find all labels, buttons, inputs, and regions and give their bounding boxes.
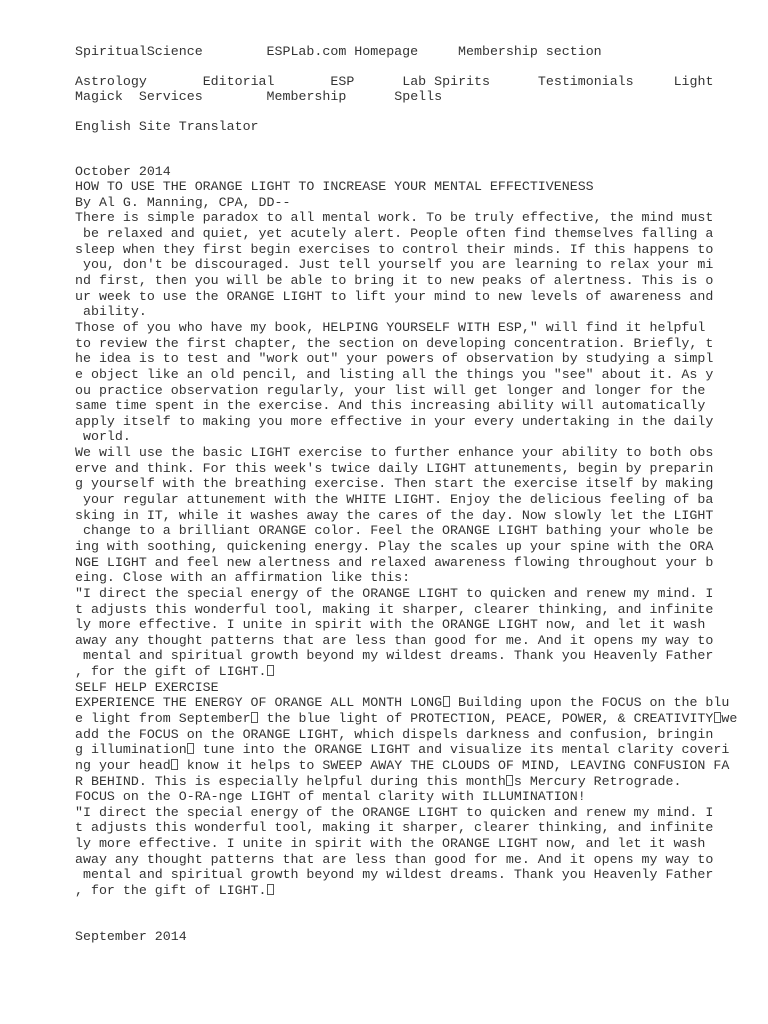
site-translator-link[interactable] <box>75 119 695 135</box>
article-line: erve and think. For this week's twice daily LIGHT attunements, begin by preparin <box>75 460 714 476</box>
article-line: be relaxed and quiet, yet acutely alert. People often find themselves falling a <box>75 226 714 242</box>
article-line: your regular attunement with the WHITE LIGHT. Enjoy the delicious feeling of ba <box>75 492 714 508</box>
article-line: ing with soothing, quickening energy. Play the scales up your spine with the ORA <box>75 538 714 554</box>
article-line: ly more effective. I unite in spirit with the ORANGE LIGHT now, and let it wash <box>75 617 706 633</box>
menu-link-magick[interactable]: Magick <box>75 89 123 105</box>
spacer <box>75 899 695 929</box>
article-line: sking in IT, while it washes away the cares of the day. Now slowly let the LIGHT <box>75 507 714 523</box>
article-date: October 2014 <box>75 163 171 179</box>
article-line: sleep when they first begin exercises to control their minds. If this happens to <box>75 241 714 257</box>
article-line: NGE LIGHT and feel new alertness and relaxed awareness flowing throughout your b <box>75 554 714 570</box>
nav-link-spiritualscience[interactable]: SpiritualScience <box>75 44 203 59</box>
article-line: ou practice observation regularly, your list will get longer and longer for the <box>75 382 706 398</box>
article-line: , for the gift of LIGHT. <box>75 664 695 680</box>
article-line: FOCUS on the O-RA-nge LIGHT of mental clarity with ILLUMINATION! <box>75 789 586 805</box>
article-line: ly more effective. I unite in spirit with the ORANGE LIGHT now, and let it wash <box>75 836 706 852</box>
menu-link-esp[interactable]: ESP <box>330 73 355 89</box>
article-line: add the FOCUS on the ORANGE LIGHT, which dispels darkness and confusion, bringin <box>75 726 714 742</box>
menu-row-1 <box>75 73 714 90</box>
menu-link-astrology[interactable]: Astrology <box>75 73 147 89</box>
top-nav <box>75 44 695 60</box>
article-line: t adjusts this wonderful tool, making it sharper, clearer thinking, and infinite <box>75 820 714 836</box>
article-line: t adjusts this wonderful tool, making it sharper, clearer thinking, and infinite <box>75 601 714 617</box>
article-line: EXPERIENCE THE ENERGY OF ORANGE ALL MONTH LONG Building upon the FOCUS on the blu <box>75 695 730 711</box>
article-line: change to a brilliant ORANGE color. Feel the ORANGE LIGHT bathing your whole be <box>75 523 714 539</box>
missing-glyph-icon <box>443 696 450 707</box>
menu-link-lab-spirits[interactable]: Lab Spirits <box>402 73 490 89</box>
article-line: , for the gift of LIGHT. <box>75 883 695 899</box>
article-line: "I direct the special energy of the ORANGE LIGHT to quicken and renew my mind. I <box>75 585 714 601</box>
article-line: mental and spiritual growth beyond my wildest dreams. Thank you Heavenly Father <box>75 867 714 883</box>
article-line: to review the first chapter, the section on developing concentration. Briefly, t <box>75 335 714 351</box>
article-line: world. <box>75 429 131 445</box>
next-issue-link[interactable] <box>75 929 695 945</box>
missing-glyph-icon <box>267 665 274 676</box>
page <box>75 44 738 944</box>
article-line: e light from September the blue light of PROTECTION, PEACE, POWER, & CREATIVITY we <box>75 710 738 726</box>
article-body <box>75 163 738 899</box>
menu-link-editorial[interactable]: Editorial <box>202 73 275 89</box>
article-line: away any thought patterns that are less than good for me. And it opens my way to <box>75 632 714 648</box>
article-line: SELF HELP EXERCISE <box>75 679 219 695</box>
article-byline: By Al G. Manning, CPA, DD-- <box>75 194 291 210</box>
missing-glyph-icon <box>187 743 194 754</box>
menu-link-membership[interactable]: Membership <box>266 89 347 105</box>
article-line: away any thought patterns that are less than good for me. And it opens my way to <box>75 851 714 867</box>
article-line: We will use the basic LIGHT exercise to further enhance your ability to both obs <box>75 445 714 461</box>
article-line: nd first, then you will be able to bring it to new peaks of alertness. This is o <box>75 273 714 289</box>
article-line: g illumination tune into the ORANGE LIGHT and visualize its mental clarity coveri <box>75 742 730 758</box>
article-line: same time spent in the exercise. And this increasing ability will automatically <box>75 398 706 414</box>
missing-glyph-icon <box>171 759 178 770</box>
article-line: g yourself with the breathing exercise. Then start the exercise itself by making <box>75 476 714 492</box>
next-issue-label[interactable]: September 2014 <box>75 928 187 944</box>
nav-link-esplab-homepage[interactable]: ESPLab.com Homepage <box>266 44 419 59</box>
article-title: HOW TO USE THE ORANGE LIGHT TO INCREASE YOUR MENTAL EFFECTIVENESS <box>75 179 594 195</box>
menu-link-light-magick[interactable]: Light <box>673 73 714 89</box>
article-line: apply itself to making you more effective in your every undertaking in the daily <box>75 413 714 429</box>
article-line: mental and spiritual growth beyond my wildest dreams. Thank you Heavenly Father <box>75 648 714 664</box>
spacer <box>75 135 695 164</box>
site-translator-label[interactable]: English Site Translator <box>75 118 259 134</box>
article-line: There is simple paradox to all mental work. To be truly effective, the mind must <box>75 210 714 226</box>
article-line: ur week to use the ORANGE LIGHT to lift your mind to new levels of awareness and <box>75 288 714 304</box>
nav-link-membership-section[interactable]: Membership section <box>458 44 602 59</box>
article-line: eing. Close with an affirmation like this: <box>75 570 411 586</box>
article-line: he idea is to test and "work out" your powers of observation by studying a simpl <box>75 351 714 367</box>
article-line: ability. <box>75 304 147 320</box>
menu-link-testimonials[interactable]: Testimonials <box>537 73 634 89</box>
missing-glyph-icon <box>251 712 258 723</box>
article-line: Those of you who have my book, HELPING YOURSELF WITH ESP," will find it helpful <box>75 319 706 335</box>
article-line: e object like an old pencil, and listing all the things you "see" about it. As y <box>75 366 714 382</box>
missing-glyph-icon <box>506 775 513 786</box>
article-line: R BEHIND. This is especially helpful during this month s Mercury Retrograde. <box>75 773 682 789</box>
article-line: ng your head know it helps to SWEEP AWAY THE CLOUDS OF MIND, LEAVING CONFUSION FA <box>75 757 730 773</box>
menu-row-2 <box>75 89 695 105</box>
missing-glyph-icon <box>714 712 721 723</box>
article-line: you, don't be discouraged. Just tell yourself you are learning to relax your mi <box>75 257 714 273</box>
missing-glyph-icon <box>267 884 274 895</box>
menu-link-spells[interactable]: Spells <box>394 89 443 105</box>
spacer <box>75 105 695 119</box>
article-line: "I direct the special energy of the ORANGE LIGHT to quicken and renew my mind. I <box>75 804 714 820</box>
menu-link-services[interactable]: Services <box>138 89 203 105</box>
spacer <box>75 60 695 74</box>
